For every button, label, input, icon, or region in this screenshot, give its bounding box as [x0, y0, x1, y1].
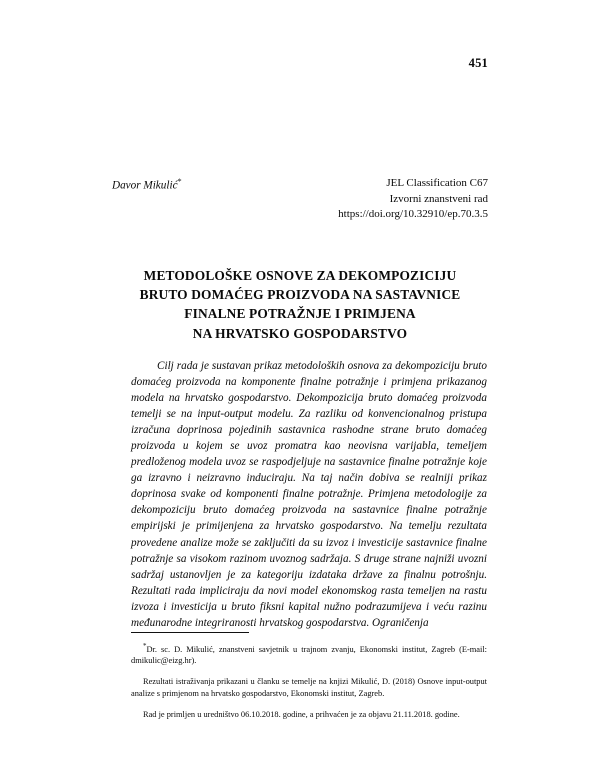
- classification-block: [338, 176, 488, 223]
- article-type: Izvorni znanstveni rad: [389, 192, 488, 205]
- footnote-received-note: Rad je primljen u uredništvo 06.10.2018. godine, a prihvaćen je za objavu 21.11.2018. godine.: [143, 709, 460, 719]
- author-byline: [112, 176, 182, 192]
- doi-link[interactable]: https://doi.org/10.32910/ep.70.3.5: [338, 208, 488, 221]
- page-number: 451: [468, 56, 488, 70]
- jel-classification: JEL Classification C67: [386, 177, 488, 189]
- abstract-text: Cilj rada je sustavan prikaz metodoloških osnova za dekompoziciju bruto domaćeg proizvoda na komponente finalne potražnje i primjena prikazanog modela na hrvatsko gospodarstvo. Dekompozicija bruto domaćeg proizvoda temelji se na input-output modelu. Za razliku od konvencionalnog pristupa izračuna doprinosa pojedinih sastavnica rashodne strane bruto domaćeg proizvoda u kojem se uvoz promatra kao neovisna varijabla, temeljem predloženog modela uvoz se raspodjeljuje na sastavnice finalne potražnje koje ga izravno i neizravno induciraju. Na taj način dobiva se realniji prikaz doprinosa svake od komponenti finalne potražnje. Primjena metodologije za dekompoziciju bruto domaćeg proizvoda na sastavnice finalne potražnje empirijski je primijenjena za hrvatsko gospodarstvo. Na temelju rezultata provedene analize može se zaključiti da su izvoz i investicije sastavnice finalne potražnje sa visokom razinom uvoznog sadržaja. S druge strane najniži uvozni sadržaj ustanovljen je za kategoriju izdataka države za finalnu potrošnju. Rezultati rada impliciraju da novi model ekonomskog rasta temeljen na rastu izvoza i investicija u bruto fiksni kapital nužno podrazumijeva i veću razinu međunarodne integriranosti hrvatskog gospodarstva. Ograničenja: [131, 360, 487, 629]
- footnote-affiliation-text: Dr. sc. D. Mikulić, znanstveni savjetnik u trajnom zvanju, Ekonomski institut, Zagreb (E-mail: dmikulic@eizg.hr).: [131, 644, 487, 666]
- metadata-block: [112, 176, 488, 223]
- footnote-marker: *: [143, 642, 147, 650]
- title-line-4: NA HRVATSKO GOSPODARSTVO: [192, 325, 408, 341]
- author-name: Davor Mikulić: [112, 179, 178, 192]
- title-line-3: FINALNE POTRAŽNJE I PRIMJENA: [184, 306, 416, 322]
- page-title: [78, 266, 522, 343]
- title-line-2: BRUTO DOMAĆEG PROIZVODA NA SASTAVNICE: [139, 287, 461, 303]
- footnote-separator: [131, 632, 249, 633]
- author-footnote-marker: *: [177, 177, 182, 186]
- footnote-block: [131, 641, 487, 720]
- title-line-1: METODOLOŠKE OSNOVE ZA DEKOMPOZICIJU: [143, 268, 457, 283]
- folio-row: [0, 54, 600, 72]
- footnote-affiliation: [131, 641, 487, 667]
- abstract: [131, 358, 487, 631]
- footnote-source-note: Rezultati istraživanja prikazani u članku se temelje na knjizi Mikulić, D. (2018) Osnove input-output analize s primjenom na hrvatsko gospodarstvo, Ekonomski institut, Zagreb.: [131, 677, 487, 698]
